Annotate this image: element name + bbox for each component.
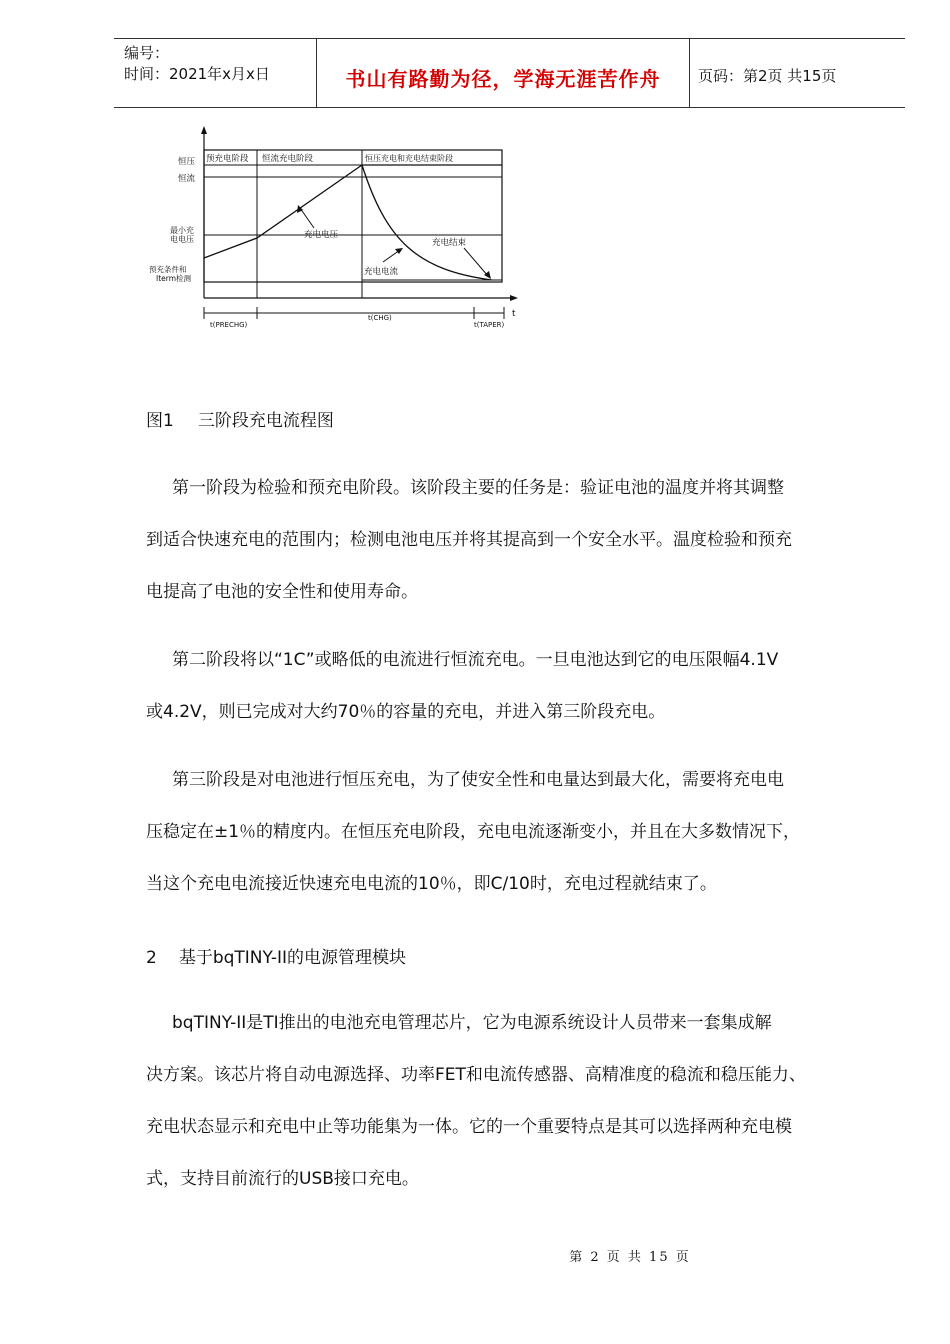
paragraph-line: 第二阶段将以“1C”或略低的电流进行恒流充电。一旦电池达到它的电压限幅4.1V — [172, 650, 779, 670]
section-number: 2 — [146, 948, 157, 968]
y-tick-cv: 恒压 — [178, 157, 196, 167]
paragraph-line: 电提高了电池的安全性和使用寿命。 — [146, 582, 418, 602]
x-axis-arrow — [510, 295, 518, 301]
paragraph-stage-three — [146, 760, 896, 904]
paragraph-line: 或4.2V，则已完成对大约70％的容量的充电，并进入第三阶段充电。 — [146, 702, 666, 722]
header-page-cell — [690, 39, 905, 107]
voltage-arrow — [300, 208, 314, 228]
paragraph-bqtiny — [146, 1003, 896, 1199]
page-label: 页码：第2页 共15页 — [698, 67, 837, 85]
end-arrow — [464, 248, 488, 276]
paragraph-line: 当这个充电电流接近快速充电电流的10％，即C/10时，充电过程就结束了。 — [146, 874, 717, 894]
section-title: 基于bqTINY-II的电源管理模块 — [178, 948, 407, 968]
phase-label-cv: 恒压充电和充电结束阶段 — [365, 154, 453, 163]
paragraph-line: 充电状态显示和充电中止等功能集为一体。它的一个重要特点是其可以选择两种充电模 — [146, 1117, 792, 1137]
annotation-charge-current: 充电电流 — [364, 267, 399, 277]
figure-number: 图1 — [146, 411, 174, 431]
paragraph-line: 决方案。该芯片将自动电源选择、功率FET和电流传感器、高精准度的稳流和稳压能力、 — [146, 1065, 806, 1085]
motto: 书山有路勤为径，学海无涯苦作舟 — [345, 67, 661, 91]
header-motto-cell — [316, 39, 690, 107]
page-footer: 第 2 页 共 15 页 — [569, 1250, 691, 1265]
phase-label-cc: 恒流充电阶段 — [262, 154, 314, 164]
header-meta-cell — [114, 39, 316, 107]
section-heading — [146, 943, 406, 968]
y-tick-precharge: 预充条件和 Iterm检测 — [149, 265, 192, 283]
figure-title: 三阶段充电流程图 — [197, 411, 334, 431]
time-label: 时间：2021年x月x日 — [124, 65, 270, 83]
annotation-charge-voltage: 充电电压 — [304, 230, 339, 240]
y-axis-arrow — [201, 126, 207, 134]
time-label-chg: t(CHG) — [368, 314, 392, 322]
time-label-taper: t(TAPER) — [474, 321, 505, 329]
annotation-charge-end: 充电结束 — [432, 238, 467, 248]
charge-current-curve — [362, 165, 492, 280]
paragraph-line: 到适合快速充电的范围内；检测电池电压并将其提高到一个安全水平。温度检验和预充 — [146, 530, 792, 550]
x-axis-label: t — [512, 309, 516, 319]
paragraph-stage-one — [146, 468, 896, 612]
paragraph-line: 第三阶段是对电池进行恒压充电，为了使安全性和电量达到最大化，需要将充电电 — [172, 770, 784, 790]
paragraph-line: 式，支持目前流行的USB接口充电。 — [146, 1169, 419, 1189]
figure-caption — [146, 406, 334, 431]
paragraph-stage-two — [146, 640, 896, 732]
paragraph-line: 压稳定在±1％的精度内。在恒压充电阶段，充电电流逐渐变小，并且在大多数情况下， — [146, 822, 801, 842]
paragraph-line: 第一阶段为检验和预充电阶段。该阶段主要的任务是：验证电池的温度并将其调整 — [172, 478, 784, 498]
charging-flow-chart — [146, 120, 526, 350]
number-label: 编号： — [124, 44, 170, 62]
chart-frame — [204, 150, 502, 282]
page-header — [114, 38, 905, 108]
time-label-precharge: t(PRECHG) — [210, 321, 248, 329]
paragraph-line: bqTINY-II是TI推出的电池充电管理芯片，它为电源系统设计人员带来一套集成解 — [172, 1013, 772, 1033]
y-tick-min-voltage: 最小充电电压 — [170, 226, 194, 244]
y-tick-cc: 恒流 — [178, 174, 196, 184]
phase-label-precharge: 预充电阶段 — [206, 154, 249, 164]
